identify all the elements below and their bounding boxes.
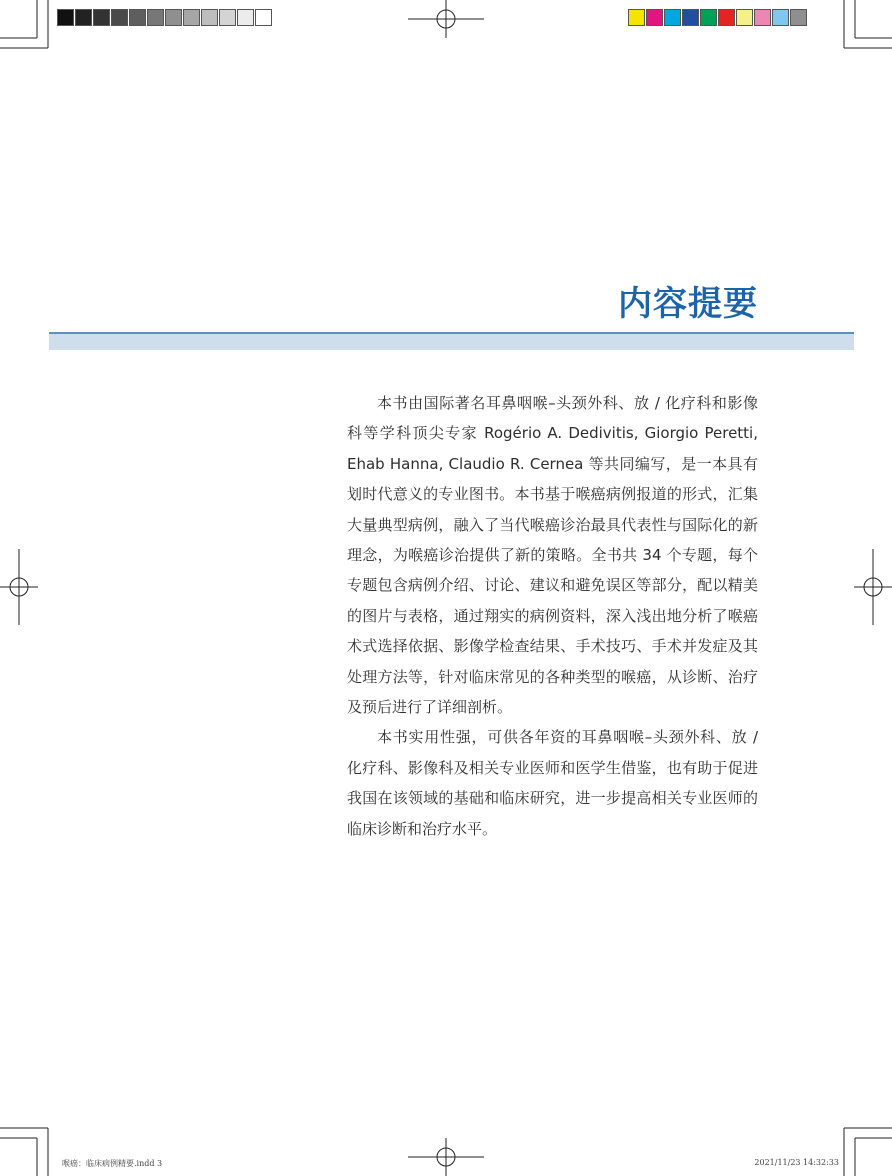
registration-target-bottom xyxy=(408,1138,484,1176)
gray-swatch xyxy=(237,9,254,26)
gray-color-bar xyxy=(57,9,273,26)
registration-target-right xyxy=(854,549,892,625)
gray-swatch xyxy=(219,9,236,26)
process-color-swatch xyxy=(664,9,681,26)
process-color-swatch xyxy=(736,9,753,26)
process-color-bar xyxy=(628,9,808,26)
gray-swatch xyxy=(165,9,182,26)
process-color-swatch xyxy=(646,9,663,26)
gray-swatch xyxy=(57,9,74,26)
page-title: 内容提要 xyxy=(618,284,758,324)
summary-text xyxy=(347,388,758,844)
process-color-swatch xyxy=(790,9,807,26)
title-band xyxy=(49,332,854,350)
gray-swatch xyxy=(183,9,200,26)
paragraph: 本书由国际著名耳鼻咽喉–头颈外科、放 / 化疗科和影像科等学科顶尖专家 Rogério A. Dedivitis, Giorgio Peretti, Ehab Hanna, Claudio R. Cernea 等共同编写，是一本具有划时代意义的专业图书。本书基于喉癌病例报道的形式，汇集大量典型病例，融入了当代喉癌诊治最具代表性与国际化的新理念，为喉癌诊治提供了新的策略。全书共 34 个专题，每个专题包含病例介绍、讨论、建议和避免误区等部分，配以精美的图片与表格，通过翔实的病例资料，深入浅出地分析了喉癌术式选择依据、影像学检查结果、手术技巧、手术并发症及其处理方法等，针对临床常见的各种类型的喉癌，从诊断、治疗及预后进行了详细剖析。 xyxy=(347,394,758,717)
paragraph: 本书实用性强，可供各年资的耳鼻咽喉–头颈外科、放 / 化疗科、影像科及相关专业医师和医学生借鉴，也有助于促进我国在该领域的基础和临床研究，进一步提高相关专业医师的临床诊断和治疗水平。 xyxy=(347,728,758,838)
gray-swatch xyxy=(147,9,164,26)
process-color-swatch xyxy=(718,9,735,26)
process-color-swatch xyxy=(700,9,717,26)
process-color-swatch xyxy=(772,9,789,26)
slug-timestamp: 2021/11/23 14:32:33 xyxy=(754,1158,839,1167)
process-color-swatch xyxy=(682,9,699,26)
registration-target-left xyxy=(0,549,38,625)
slug-filename: 喉癌：临床病例精要.indd 3 xyxy=(62,1159,163,1168)
gray-swatch xyxy=(75,9,92,26)
gray-swatch xyxy=(201,9,218,26)
registration-target-top xyxy=(408,0,484,38)
gray-swatch xyxy=(93,9,110,26)
gray-swatch xyxy=(129,9,146,26)
gray-swatch xyxy=(111,9,128,26)
process-color-swatch xyxy=(628,9,645,26)
gray-swatch xyxy=(255,9,272,26)
process-color-swatch xyxy=(754,9,771,26)
